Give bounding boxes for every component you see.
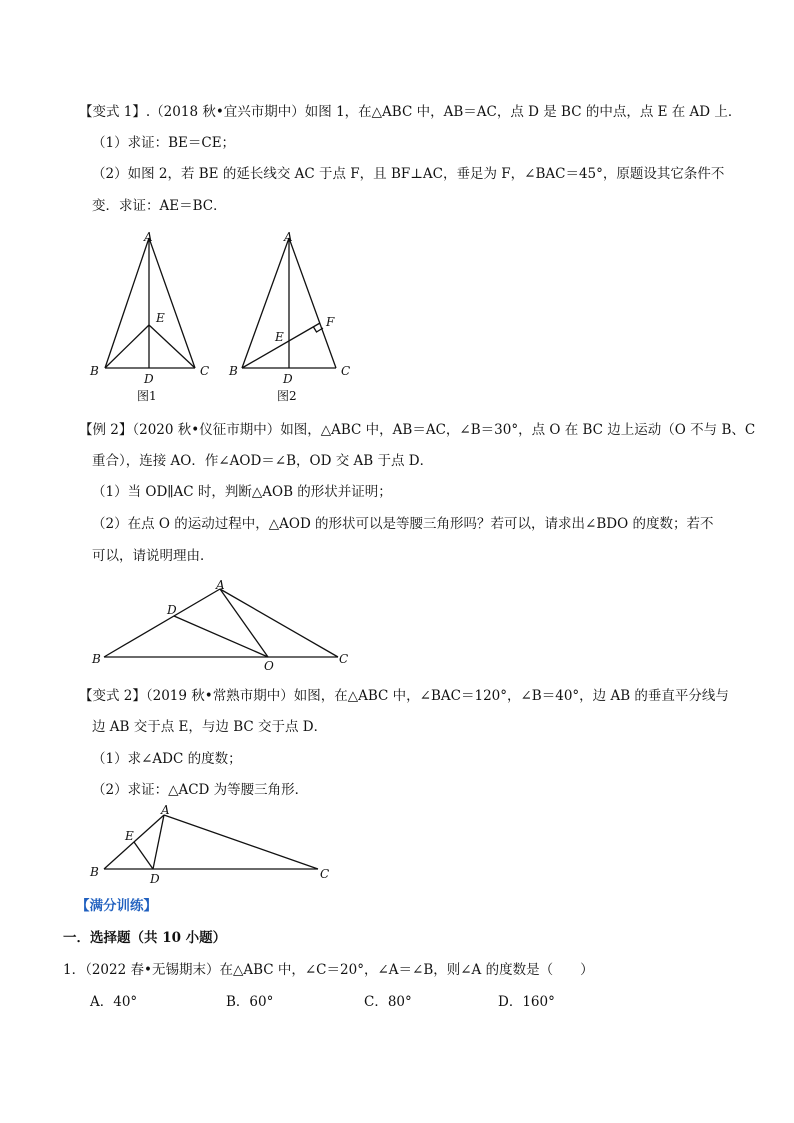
- v2-label-e: E: [125, 829, 134, 843]
- v2-label-c: C: [320, 867, 330, 881]
- figure-1: [85, 228, 225, 408]
- fig1-caption: 图1: [137, 389, 157, 403]
- ex2-side-ac: [220, 589, 338, 657]
- variant1-question-2-line1: （2）如图 2，若 BE 的延长线交 AC 于点 F，且 BF⊥AC，垂足为 F，∠BAC＝45°，原题设其它条件不: [92, 166, 725, 182]
- fig2-label-d: D: [283, 372, 293, 386]
- example2-question-1: （1）当 OD∥AC 时，判断△AOB 的形状并证明；: [92, 484, 392, 500]
- ex2-label-b: B: [92, 652, 101, 666]
- fig1-label-e: E: [156, 311, 165, 325]
- fig2-label-a: A: [284, 230, 293, 244]
- figure-variant2: [88, 802, 338, 887]
- ex2-label-c: C: [339, 652, 349, 666]
- ex2-label-a: A: [216, 578, 225, 592]
- example2-question-2-line1: （2）在点 O 的运动过程中，△AOD 的形状可以是等腰三角形吗？若可以，请求出∠BDO 的度数；若不: [92, 516, 714, 532]
- v2-label-d: D: [150, 872, 160, 886]
- option-b: B．60°: [226, 994, 274, 1010]
- fig2-caption: 图2: [277, 389, 297, 403]
- fig2-label-e: E: [275, 330, 284, 344]
- fig1-label-b: B: [90, 364, 99, 378]
- ex2-label-o: O: [264, 659, 274, 673]
- v2-side-ac: [164, 815, 318, 869]
- ex2-label-d: D: [167, 603, 177, 617]
- training-header: 【满分训练】: [76, 898, 157, 914]
- option-c: C．80°: [364, 994, 412, 1010]
- figure-2: [228, 228, 368, 408]
- fig1-label-d: D: [144, 372, 154, 386]
- fig1-label-c: C: [200, 364, 210, 378]
- fig2-side-ac: [289, 238, 336, 368]
- training-section-title: 一．选择题（共 10 小题）: [63, 930, 227, 946]
- variant1-question-2-line2: 变．求证：AE＝BC．: [92, 198, 227, 214]
- example2-question-2-line2: 可以，请说明理由．: [92, 548, 214, 564]
- variant2-question-2: （2）求证：△ACD 为等腰三角形．: [92, 782, 309, 798]
- fig1-side-ac: [149, 238, 195, 368]
- example2-title-line1: 【例 2】（2020 秋•仪征市期中）如图，△ABC 中，AB＝AC，∠B＝30°，点 O 在 BC 边上运动（O 不与 B、C: [79, 422, 756, 438]
- fig2-label-f: F: [326, 315, 335, 329]
- v2-label-b: B: [90, 865, 99, 879]
- v2-label-a: A: [161, 803, 170, 817]
- fig2-label-b: B: [229, 364, 238, 378]
- fig2-label-c: C: [341, 364, 351, 378]
- training-question-1: 1．（2022 春•无锡期末）在△ABC 中，∠C＝20°，∠A＝∠B，则∠A 的度数是（ ）: [63, 962, 594, 978]
- variant2-title-line2: 边 AB 交于点 E，与边 BC 交于点 D．: [92, 719, 328, 735]
- option-d: D．160°: [498, 994, 555, 1010]
- figure-example2: [90, 577, 360, 672]
- variant2-question-1: （1）求∠ADC 的度数；: [92, 751, 242, 767]
- option-a: A．40°: [90, 994, 138, 1010]
- ex2-side-ab: [104, 589, 220, 657]
- v2-segment-de: [134, 842, 153, 869]
- fig1-label-a: A: [144, 230, 153, 244]
- fig1-side-ab: [105, 238, 149, 368]
- fig1-segment-ce: [149, 325, 195, 368]
- variant2-title-line1: 【变式 2】（2019 秋•常熟市期中）如图，在△ABC 中，∠BAC＝120°，∠B＝40°，边 AB 的垂直平分线与: [79, 688, 729, 704]
- variant1-question-1: （1）求证：BE＝CE；: [92, 135, 236, 151]
- fig2-side-ab: [242, 238, 289, 368]
- example2-title-line2: 重合），连接 AO．作∠AOD＝∠B，OD 交 AB 于点 D．: [92, 453, 434, 469]
- variant1-title: 【变式 1】.（2018 秋•宜兴市期中）如图 1，在△ABC 中，AB＝AC，点 D 是 BC 的中点，点 E 在 AD 上．: [79, 104, 742, 120]
